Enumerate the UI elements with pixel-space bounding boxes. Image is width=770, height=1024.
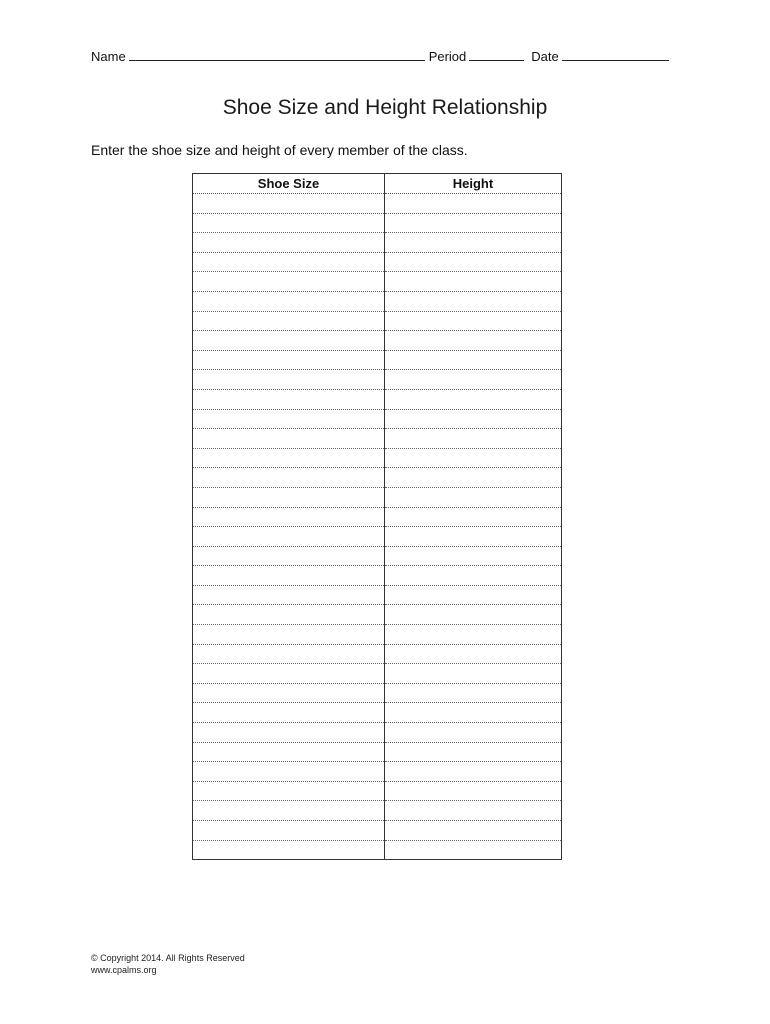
table-row [193,350,562,370]
height-cell[interactable] [385,507,562,527]
table-row [193,331,562,351]
height-cell[interactable] [385,350,562,370]
shoe-size-cell[interactable] [193,546,385,566]
shoe-size-cell[interactable] [193,272,385,292]
height-cell[interactable] [385,527,562,547]
table-row [193,703,562,723]
height-cell[interactable] [385,272,562,292]
height-cell[interactable] [385,585,562,605]
table-row [193,252,562,272]
shoe-size-cell[interactable] [193,409,385,429]
table-row [193,605,562,625]
height-cell[interactable] [385,370,562,390]
column-header-shoe-size: Shoe Size [193,174,385,194]
table-row [193,527,562,547]
height-cell[interactable] [385,252,562,272]
shoe-size-cell[interactable] [193,291,385,311]
table-row [193,291,562,311]
height-cell[interactable] [385,703,562,723]
instructions-text: Enter the shoe size and height of every member of the class. [91,142,468,158]
table-row [193,233,562,253]
height-cell[interactable] [385,291,562,311]
height-cell[interactable] [385,409,562,429]
height-cell[interactable] [385,605,562,625]
shoe-size-cell[interactable] [193,370,385,390]
shoe-size-cell[interactable] [193,801,385,821]
shoe-size-cell[interactable] [193,527,385,547]
height-cell[interactable] [385,625,562,645]
name-label: Name [91,49,126,64]
shoe-size-cell[interactable] [193,331,385,351]
table-row [193,840,562,860]
table-row [193,683,562,703]
height-cell[interactable] [385,213,562,233]
shoe-size-cell[interactable] [193,703,385,723]
shoe-size-cell[interactable] [193,350,385,370]
table-header-row [193,174,562,194]
table-row [193,821,562,841]
page-title: Shoe Size and Height Relationship [222,96,548,119]
height-cell[interactable] [385,566,562,586]
period-field[interactable] [469,46,524,61]
shoe-size-cell[interactable] [193,683,385,703]
height-cell[interactable] [385,801,562,821]
shoe-height-table [192,173,562,860]
height-cell[interactable] [385,389,562,409]
table-row [193,742,562,762]
height-cell[interactable] [385,194,562,214]
table-row [193,311,562,331]
table-row [193,409,562,429]
shoe-size-cell[interactable] [193,429,385,449]
date-label: Date [531,49,559,64]
shoe-size-cell[interactable] [193,252,385,272]
table-row [193,644,562,664]
table-row [193,448,562,468]
height-cell[interactable] [385,233,562,253]
shoe-size-cell[interactable] [193,311,385,331]
height-cell[interactable] [385,683,562,703]
height-cell[interactable] [385,821,562,841]
table-row [193,370,562,390]
footer [91,952,245,976]
height-cell[interactable] [385,664,562,684]
height-cell[interactable] [385,331,562,351]
shoe-size-cell[interactable] [193,194,385,214]
height-cell[interactable] [385,723,562,743]
table-row [193,625,562,645]
table-row [193,507,562,527]
shoe-size-cell[interactable] [193,487,385,507]
height-cell[interactable] [385,468,562,488]
shoe-size-cell[interactable] [193,213,385,233]
table-row [193,389,562,409]
shoe-size-cell[interactable] [193,566,385,586]
table-row [193,566,562,586]
website-text: www.cpalms.org [91,965,157,975]
table-row [193,801,562,821]
table-row [193,781,562,801]
height-cell[interactable] [385,762,562,782]
shoe-size-cell[interactable] [193,389,385,409]
shoe-size-cell[interactable] [193,507,385,527]
table-row [193,723,562,743]
column-header-height: Height [385,174,562,194]
date-field[interactable] [562,46,669,61]
shoe-size-cell[interactable] [193,723,385,743]
shoe-size-cell[interactable] [193,840,385,860]
table-row [193,546,562,566]
height-cell[interactable] [385,429,562,449]
shoe-size-cell[interactable] [193,585,385,605]
copyright-text: © Copyright 2014. All Rights Reserved [91,953,245,963]
table-row [193,429,562,449]
shoe-size-cell[interactable] [193,448,385,468]
shoe-size-cell[interactable] [193,468,385,488]
table-row [193,664,562,684]
table-row [193,272,562,292]
period-label: Period [428,49,467,64]
shoe-size-cell[interactable] [193,742,385,762]
height-cell[interactable] [385,487,562,507]
shoe-size-cell[interactable] [193,762,385,782]
shoe-size-cell[interactable] [193,644,385,664]
height-cell[interactable] [385,448,562,468]
shoe-size-cell[interactable] [193,821,385,841]
shoe-size-cell[interactable] [193,664,385,684]
table-row [193,194,562,214]
height-cell[interactable] [385,840,562,860]
height-cell[interactable] [385,546,562,566]
height-cell[interactable] [385,311,562,331]
shoe-size-cell[interactable] [193,625,385,645]
name-field[interactable] [129,46,425,61]
height-cell[interactable] [385,644,562,664]
shoe-size-cell[interactable] [193,233,385,253]
height-cell[interactable] [385,742,562,762]
student-info-header [91,46,691,66]
table-row [193,468,562,488]
height-cell[interactable] [385,781,562,801]
table-row [193,487,562,507]
shoe-size-cell[interactable] [193,781,385,801]
shoe-size-cell[interactable] [193,605,385,625]
table-row [193,213,562,233]
table-body [193,194,562,860]
table-row [193,585,562,605]
table-row [193,762,562,782]
